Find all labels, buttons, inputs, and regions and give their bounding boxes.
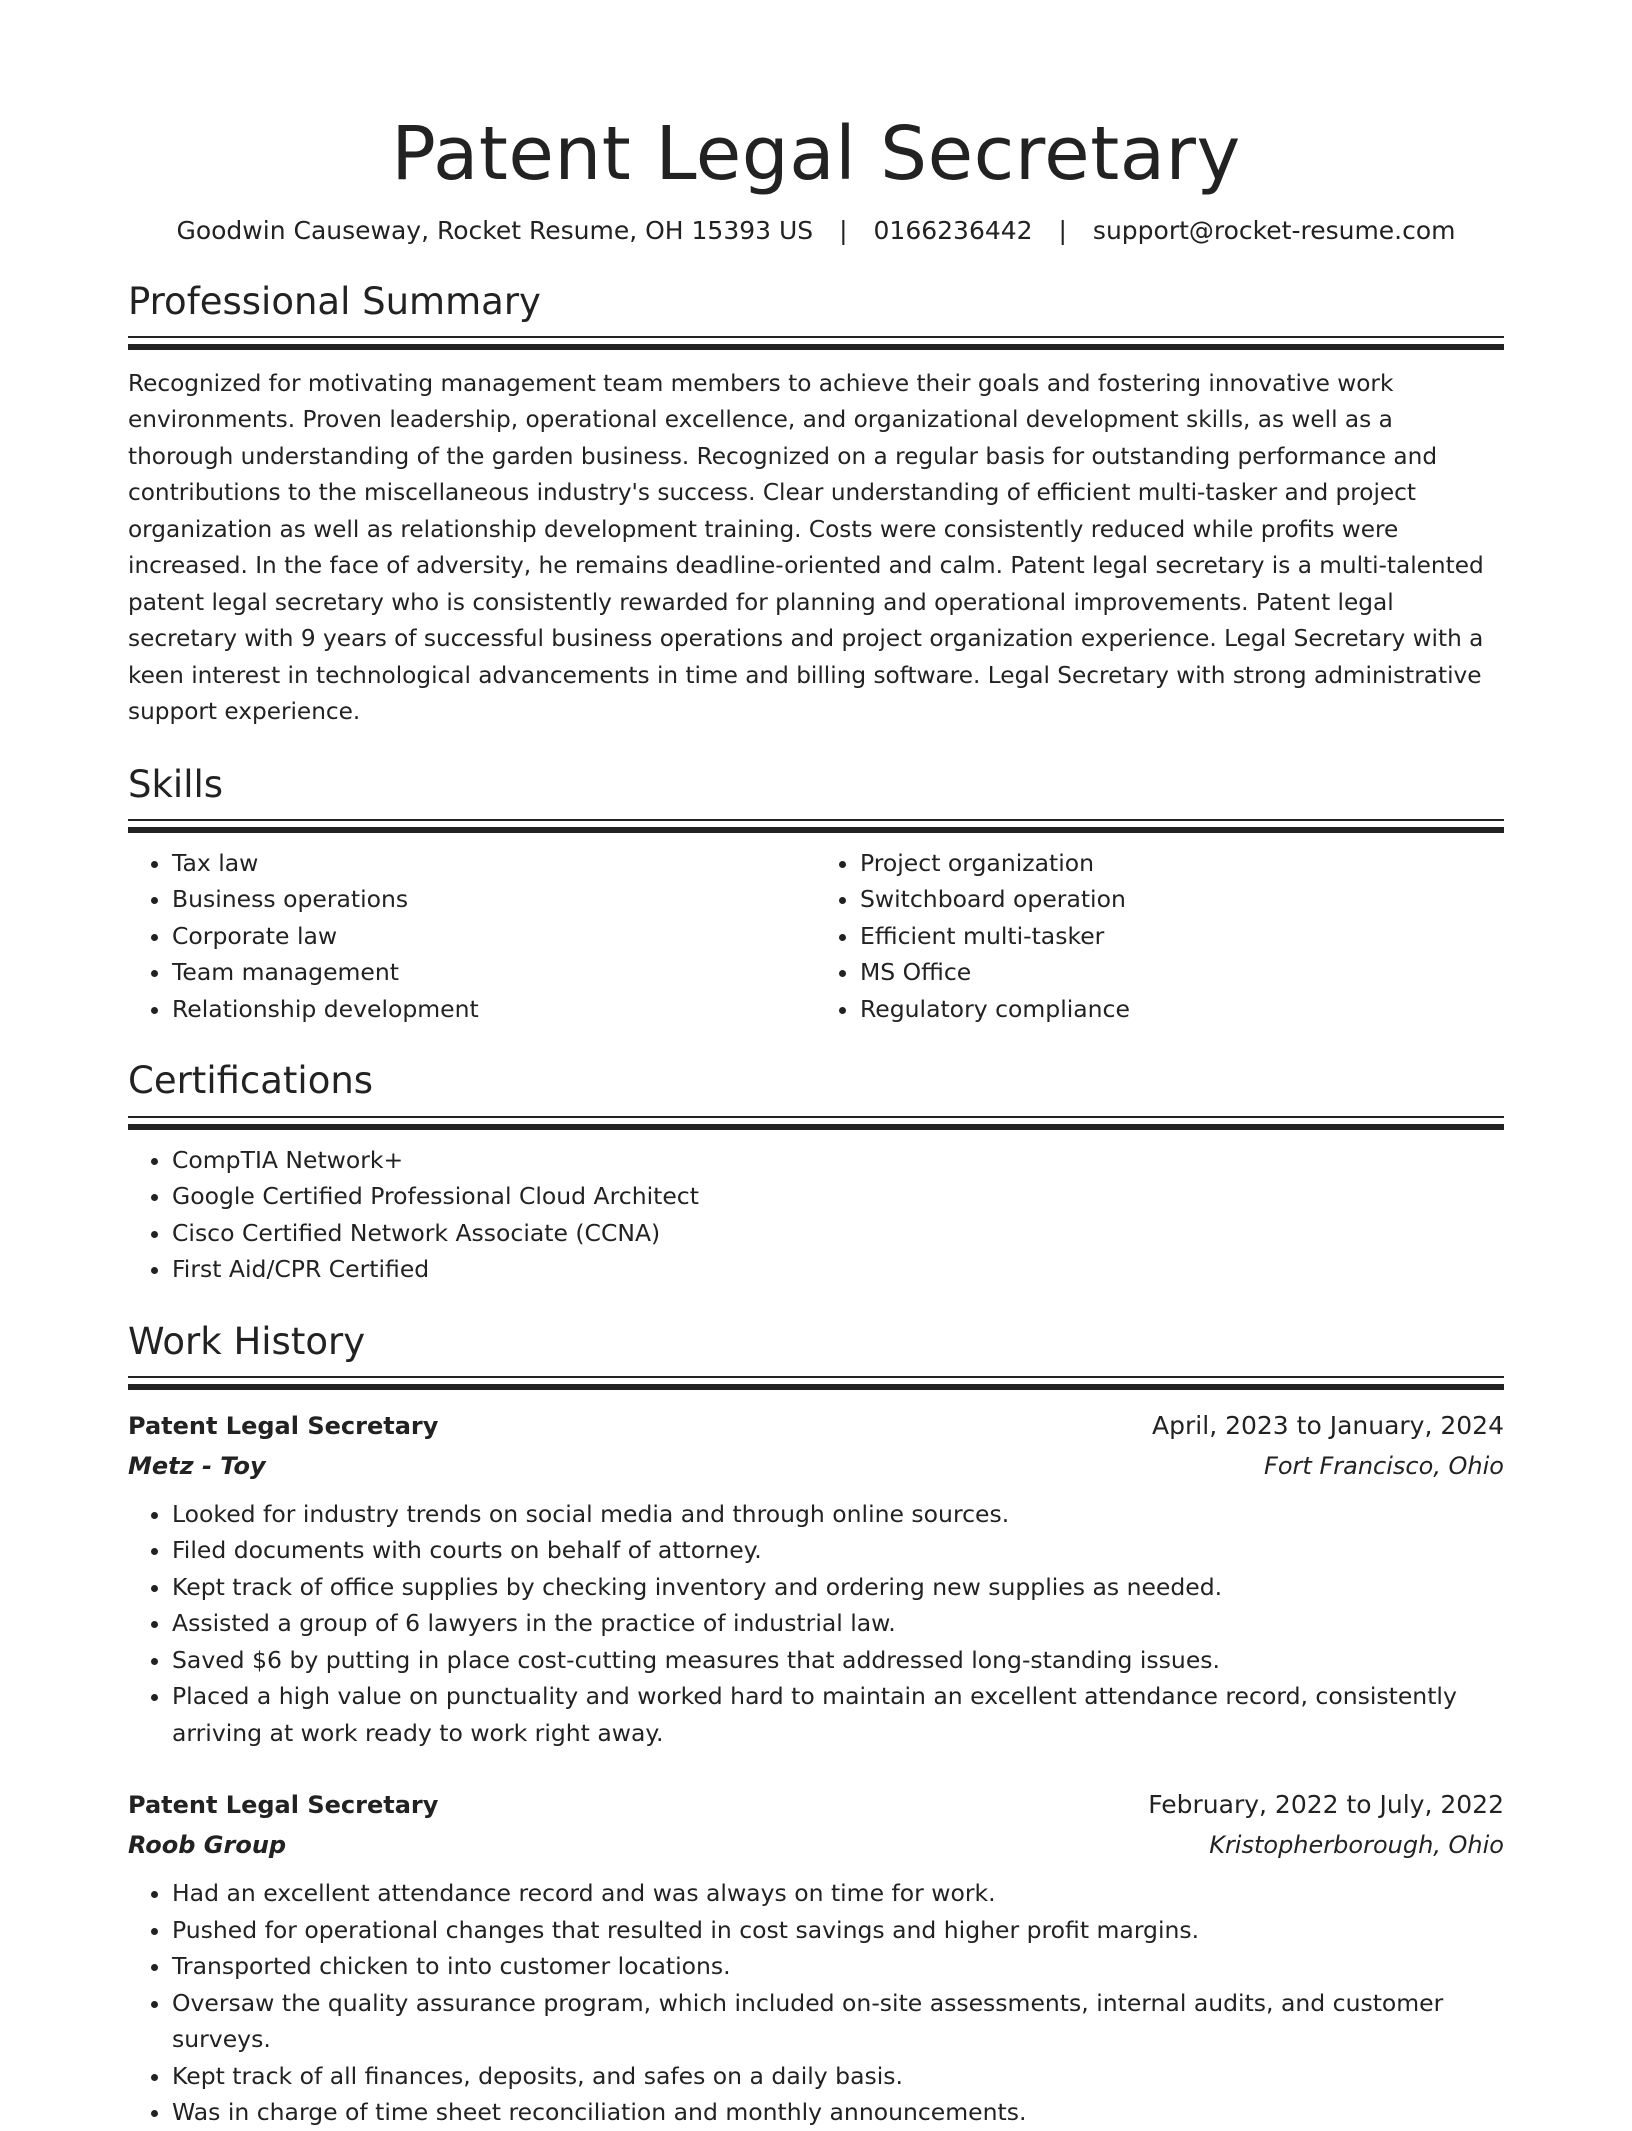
summary-section <box>128 278 1504 731</box>
job-bullet: • Pushed for operational changes that resulted in cost savings and higher profit margins. <box>172 1912 1504 1949</box>
skill-item: • MS Office <box>860 954 1504 991</box>
section-title-skills: Skills <box>128 762 224 806</box>
job-company: Metz - Toy <box>128 1451 266 1480</box>
certification-item: • First Aid/CPR Certified <box>172 1251 1504 1288</box>
job-bullet: • Saved $6 by putting in place cost-cutting measures that addressed long-standing issues. <box>172 1642 1504 1679</box>
job-bullet: • Had an excellent attendance record and was always on time for work. <box>172 1875 1504 1912</box>
contact-email: support@rocket-resume.com <box>1092 215 1456 245</box>
section-title-summary: Professional Summary <box>128 279 541 323</box>
skill-item: • Efficient multi-tasker <box>860 918 1504 955</box>
job-header-row <box>128 1406 1504 1446</box>
certification-item: • CompTIA Network+ <box>172 1142 1504 1179</box>
job-bullets <box>128 1875 1504 2131</box>
skill-item: • Regulatory compliance <box>860 991 1504 1028</box>
job-dates: April, 2023 to January, 2024 <box>1152 1410 1504 1440</box>
job-entry <box>128 1406 1504 1752</box>
job-bullet: • Kept track of office supplies by checking inventory and ordering new supplies as needed. <box>172 1569 1504 1606</box>
job-bullet: • Assisted a group of 6 lawyers in the practice of industrial law. <box>172 1605 1504 1642</box>
job-bullet: • Oversaw the quality assurance program, which included on-site assessments, internal audits, and customer surveys. <box>172 1985 1504 2058</box>
section-divider <box>128 336 1504 350</box>
section-title-certifications: Certifications <box>128 1059 374 1103</box>
certifications-list <box>128 1142 1504 1288</box>
contact-separator: | <box>1058 215 1067 245</box>
certifications-section <box>128 1057 1504 1287</box>
job-bullet: • Placed a high value on punctuality and worked hard to maintain an excellent attendance record, consistently arriving at work ready to work right away. <box>172 1678 1504 1751</box>
job-bullet: • Filed documents with courts on behalf of attorney. <box>172 1532 1504 1569</box>
job-location: Kristopherborough, Ohio <box>1209 1831 1504 1860</box>
job-bullet: • Kept track of all finances, deposits, and safes on a daily basis. <box>172 2058 1504 2095</box>
section-divider <box>128 819 1504 833</box>
job-title: Patent Legal Secretary <box>128 1411 439 1440</box>
contact-line <box>128 213 1504 248</box>
skill-item: • Business operations <box>172 881 816 918</box>
skill-item: • Relationship development <box>172 991 816 1028</box>
job-location: Fort Francisco, Ohio <box>1264 1451 1504 1480</box>
section-divider <box>128 1376 1504 1390</box>
job-bullet: • Was in charge of time sheet reconciliation and monthly announcements. <box>172 2094 1504 2131</box>
skill-item: • Tax law <box>172 845 816 882</box>
skills-section <box>128 761 1504 1028</box>
job-company: Roob Group <box>128 1831 287 1860</box>
job-entry <box>128 1785 1504 2131</box>
skills-list-right <box>816 845 1504 1028</box>
contact-separator: | <box>839 215 848 245</box>
resume-page <box>128 110 1504 2131</box>
job-bullets <box>128 1496 1504 1752</box>
summary-text: Recognized for motivating management team members to achieve their goals and fostering innovative work environments. Proven leadership, operational excellence, and organizational development skills, as well as a thorough understanding of the garden business. Recognized on a regular basis for outstanding performance and contributions to the miscellaneous industry's success. Clear understanding of efficient multi-tasker and project organization as well as relationship development training. Costs were consistently reduced while profits were increased. In the face of adversity, he remains deadline-oriented and calm. Patent legal secretary is a multi-talented patent legal secretary who is consistently rewarded for planning and operational improvements. Patent legal secretary with 9 years of successful business operations and project organization experience. Legal Secretary with a keen interest in technological advancements in time and billing software. Legal Secretary with strong administrative support experience. <box>128 369 1484 726</box>
skill-item: • Team management <box>172 954 816 991</box>
skill-item: • Corporate law <box>172 918 816 955</box>
job-header-row <box>128 1785 1504 1825</box>
certification-item: • Cisco Certified Network Associate (CCNA) <box>172 1215 1504 1252</box>
page-title: Patent Legal Secretary <box>391 111 1241 197</box>
job-bullet: • Looked for industry trends on social media and through online sources. <box>172 1496 1504 1533</box>
certification-item: • Google Certified Professional Cloud Architect <box>172 1178 1504 1215</box>
job-bullet: • Transported chicken to into customer locations. <box>172 1948 1504 1985</box>
skill-item: • Switchboard operation <box>860 881 1504 918</box>
job-title: Patent Legal Secretary <box>128 1791 439 1820</box>
section-title-work-history: Work History <box>128 1319 366 1363</box>
skills-list-left <box>128 845 816 1028</box>
job-dates: February, 2022 to July, 2022 <box>1148 1790 1504 1820</box>
job-company-row <box>128 1446 1504 1486</box>
skill-item: • Project organization <box>860 845 1504 882</box>
contact-address: Goodwin Causeway, Rocket Resume, OH 15393 US <box>176 215 814 245</box>
skills-grid <box>128 845 1504 1028</box>
contact-phone: 0166236442 <box>873 215 1033 245</box>
section-divider <box>128 1116 1504 1130</box>
job-company-row <box>128 1825 1504 1865</box>
work-history-section <box>128 1318 1504 2131</box>
